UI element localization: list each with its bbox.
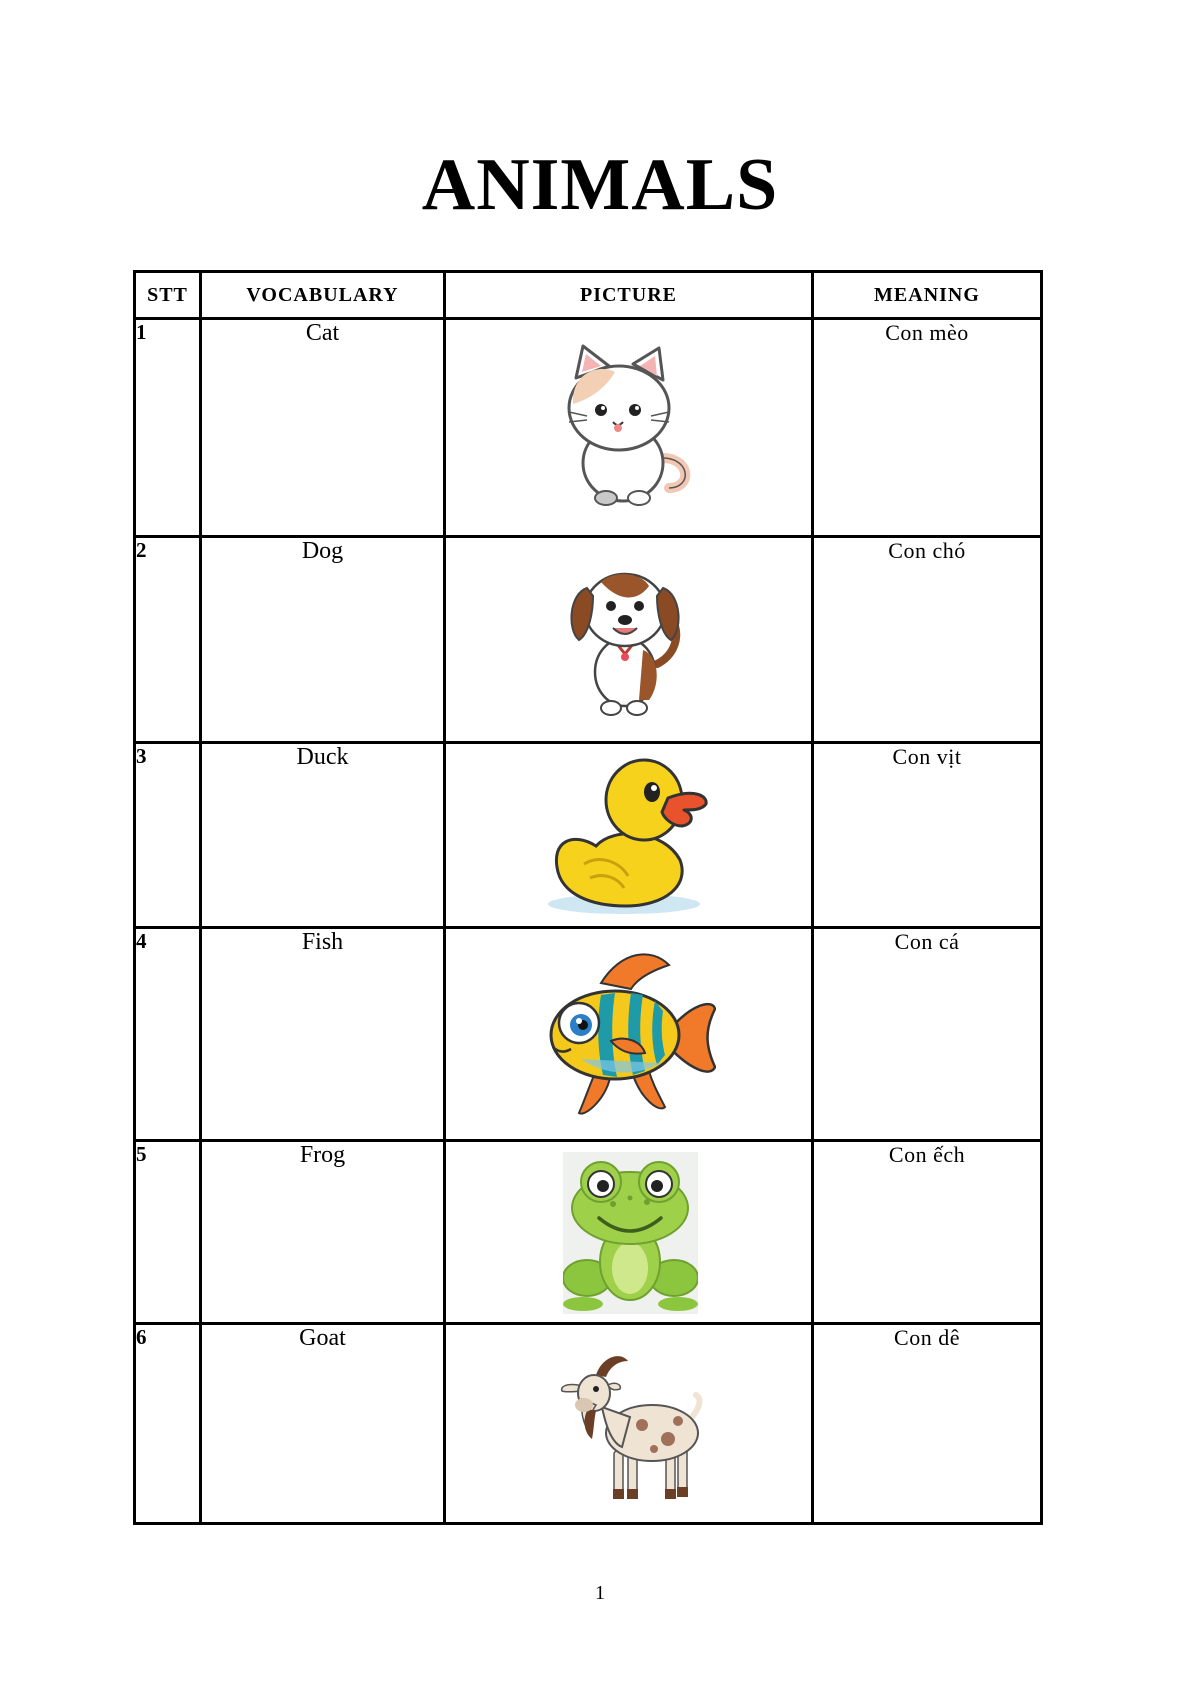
meaning-text: Con mèo	[813, 319, 1042, 537]
vocabulary-word: Frog	[201, 1141, 445, 1324]
frog-picture	[563, 1152, 698, 1314]
picture-cell	[445, 537, 813, 743]
meaning-text: Con chó	[813, 537, 1042, 743]
row-number: 6	[135, 1324, 201, 1524]
picture-cell	[445, 928, 813, 1141]
meaning-text: Con ếch	[813, 1141, 1042, 1324]
row-number: 4	[135, 928, 201, 1141]
vocabulary-word: Goat	[201, 1324, 445, 1524]
picture-cell	[445, 319, 813, 537]
table-row	[135, 1324, 1042, 1524]
cat-picture	[551, 338, 701, 508]
vocabulary-word: Cat	[201, 319, 445, 537]
meaning-text: Con vịt	[813, 743, 1042, 928]
goat-picture	[556, 1347, 706, 1507]
page-number: 1	[595, 1582, 605, 1604]
fish-picture	[541, 949, 716, 1119]
picture-cell	[445, 743, 813, 928]
header-stt: STT	[135, 272, 201, 319]
vocabulary-word: Duck	[201, 743, 445, 928]
meaning-text: Con cá	[813, 928, 1042, 1141]
row-number: 3	[135, 743, 201, 928]
row-number: 1	[135, 319, 201, 537]
vocabulary-table	[133, 270, 1043, 1525]
page-title: ANIMALS	[421, 144, 779, 226]
picture-cell	[445, 1324, 813, 1524]
vocabulary-word: Dog	[201, 537, 445, 743]
table-row	[135, 537, 1042, 743]
picture-cell	[445, 1141, 813, 1324]
row-number: 2	[135, 537, 201, 743]
row-number: 5	[135, 1141, 201, 1324]
dog-picture	[561, 560, 691, 720]
header-picture: PICTURE	[445, 272, 813, 319]
vocabulary-word: Fish	[201, 928, 445, 1141]
table-header-row	[135, 272, 1042, 319]
table-row	[135, 743, 1042, 928]
meaning-text: Con dê	[813, 1324, 1042, 1524]
table-row	[135, 319, 1042, 537]
table-row	[135, 1141, 1042, 1324]
header-meaning: MEANING	[813, 272, 1042, 319]
header-vocabulary: VOCABULARY	[201, 272, 445, 319]
duck-picture	[544, 754, 714, 919]
table-row	[135, 928, 1042, 1141]
